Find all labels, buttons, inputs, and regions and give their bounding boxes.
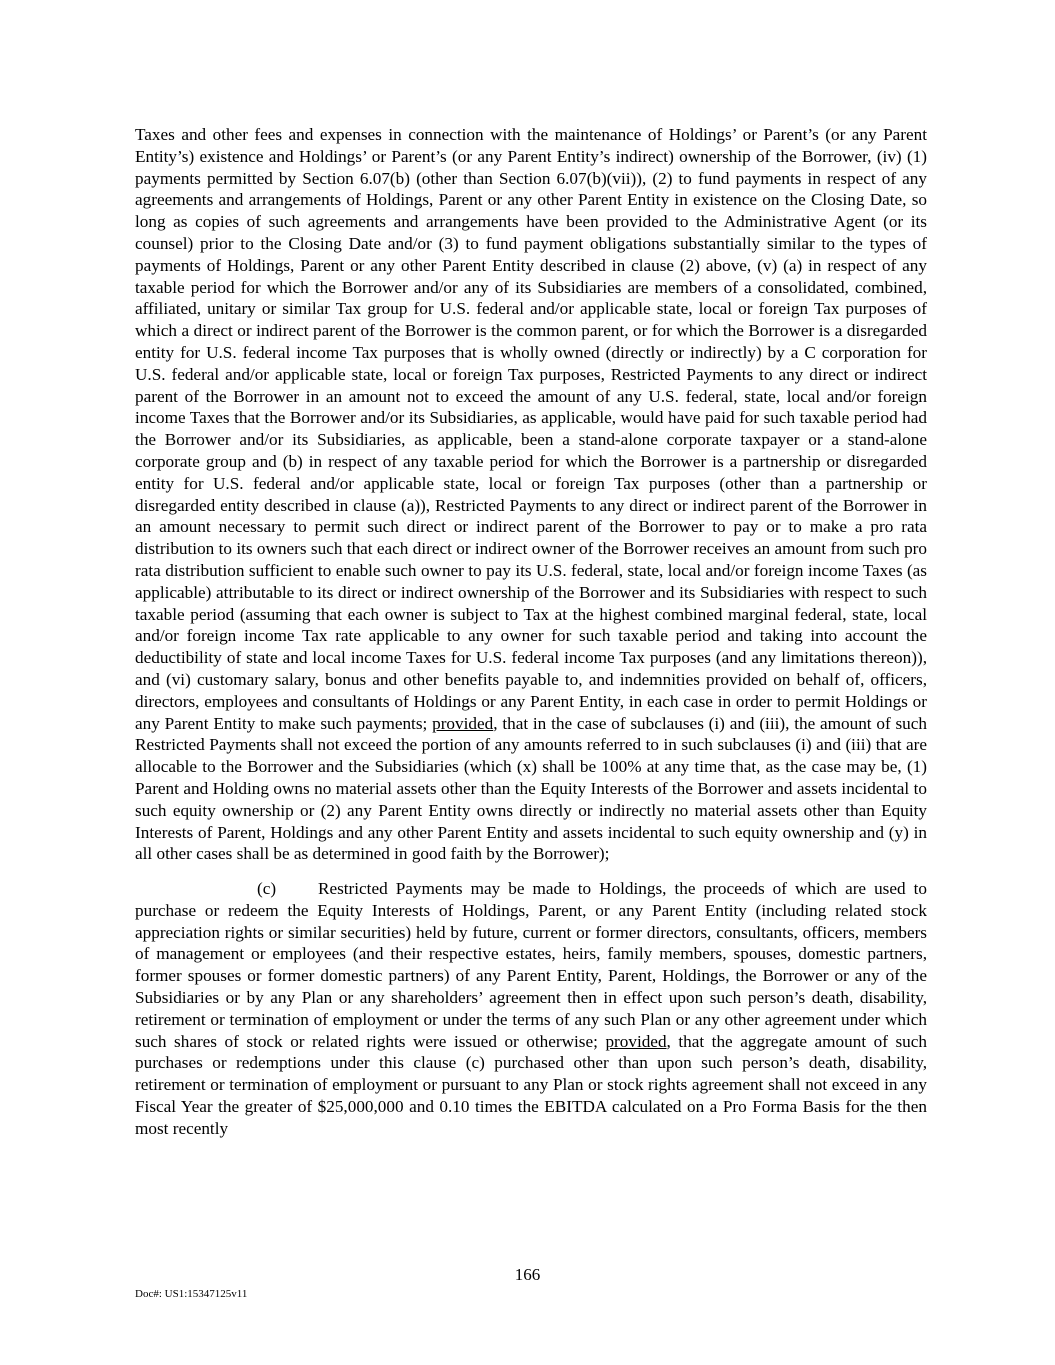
paragraph-text: , that in the case of subclauses (i) and (iii), the amount of such Restricted Payments shall not exceed the portion of any amounts referred to in such subclauses (i) and (iii) that are allocable to the Borrower and the Subsidiaries (which (x) shall be 100% at any time that, as the case may be, (1) Parent and Holding owns no material assets other than the Equity Interests of the Borrower and assets incidental to such equity ownership or (2) any Parent Entity owns directly or indirectly no material assets other than Equity Interests of Parent, Holdings and any other Parent Entity and assets incidental to such equity ownership and (y) in all other cases shall be as determined in good faith by the Borrower); (135, 713, 927, 864)
provided-term: provided (432, 713, 494, 733)
provided-term: provided (605, 1031, 667, 1051)
document-id: Doc#: US1:15347125v11 (135, 1288, 248, 1300)
body-text (135, 124, 927, 1153)
paragraph-continuation (135, 124, 927, 865)
paragraph-text: Taxes and other fees and expenses in connection with the maintenance of Holdings’ or Parent’s (or any Parent Entity’s) existence and Holdings’ or Parent’s (or any Parent Entity’s indirect) ownership of the Borrower, (iv) (1) payments permitted by Section 6.07(b) (other than Section 6.07(b)(vii)), (2) to fund payments in respect of any agreements and arrangements of Holdings, Parent or any other Parent Entity in existence on the Closing Date, so long as copies of such agreements and arrangements have been provided to the Administrative Agent (or its counsel) prior to the Closing Date and/or (3) to fund payment obligations substantially similar to the types of payments of Holdings, Parent or any other Parent Entity described in clause (2) above, (v) (a) in respect of any taxable period for which the Borrower and/or any of its Subsidiaries are members of a consolidated, combined, affiliated, unitary or similar Tax group for U.S. federal and/or applicable state, local or foreign Tax purposes of which a direct or indirect parent of the Borrower is the common parent, or for which the Borrower is a disregarded entity for U.S. federal income Tax purposes that is wholly owned (directly or indirectly) by a C corporation for U.S. federal and/or applicable state, local or foreign Tax purposes, Restricted Payments to any direct or indirect parent of the Borrower in an amount not to exceed the amount of any U.S. federal, state, local and/or foreign income Taxes that the Borrower and/or its Subsidiaries, as applicable, would have paid for such taxable period had the Borrower and/or its Subsidiaries, as applicable, been a stand-alone corporate taxpayer or a stand-alone corporate group and (b) in respect of any taxable period for which the Borrower is a partnership or disregarded entity for U.S. federal and/or applicable state, local or foreign Tax purposes (other than a partnership or disregarded entity described in clause (a)), Restricted Payments to any direct or indirect parent of the Borrower in an amount necessary to permit such direct or indirect parent of the Borrower to pay or to make a pro rata distribution to its owners such that each direct or indirect owner of the Borrower receives an amount from such pro rata distribution sufficient to enable such owner to pay its U.S. federal, state, local and/or foreign income Taxes (as applicable) attributable to its direct or indirect ownership of the Borrower and its Subsidiaries with respect to such taxable period (assuming that each owner is subject to Tax at the highest combined marginal federal, state, local and/or foreign income Tax rate applicable to any owner for such taxable period and taking into account the deductibility of state and local income Taxes for U.S. federal income Tax purposes (and any limitations thereon)), and (vi) customary salary, bonus and other benefits payable to, and indemnities provided on behalf of, officers, directors, employees and consultants of Holdings or any Parent Entity, in each case in order to permit Holdings or any Parent Entity to make such payments; (135, 125, 927, 733)
clause-enumerator: (c) (257, 879, 277, 899)
page-number: 166 (514, 1265, 541, 1284)
paragraph-clause-c (135, 878, 927, 1140)
paragraph-text: Restricted Payments may be made to Holdings, the proceeds of which are used to purchase or redeem the Equity Interests of Holdings, Parent, or any Parent Entity (including related stock appreciation rights or similar securities) held by future, current or former directors, consultants, officers, members of management or employees (and their respective estates, heirs, family members, spouses, domestic partners, former spouses or former domestic partners) of any Parent Entity, Parent, Holdings, the Borrower or any of the Subsidiaries or by any Plan or any shareholders’ agreement then in effect upon such person’s death, disability, retirement or termination of employment or under the terms of any such Plan or any other agreement under which such shares of stock or related rights were issued or otherwise; (135, 879, 927, 1051)
paragraph-text: , that the aggregate amount of such purchases or redemptions under this clause (c) purchased other than upon such person’s death, disability, retirement or termination of employment or pursuant to any Plan or stock rights agreement shall not exceed in any Fiscal Year the greater of $25,000,000 and 0.10 times the EBITDA calculated on a Pro Forma Basis for the then most recently (135, 1031, 927, 1138)
